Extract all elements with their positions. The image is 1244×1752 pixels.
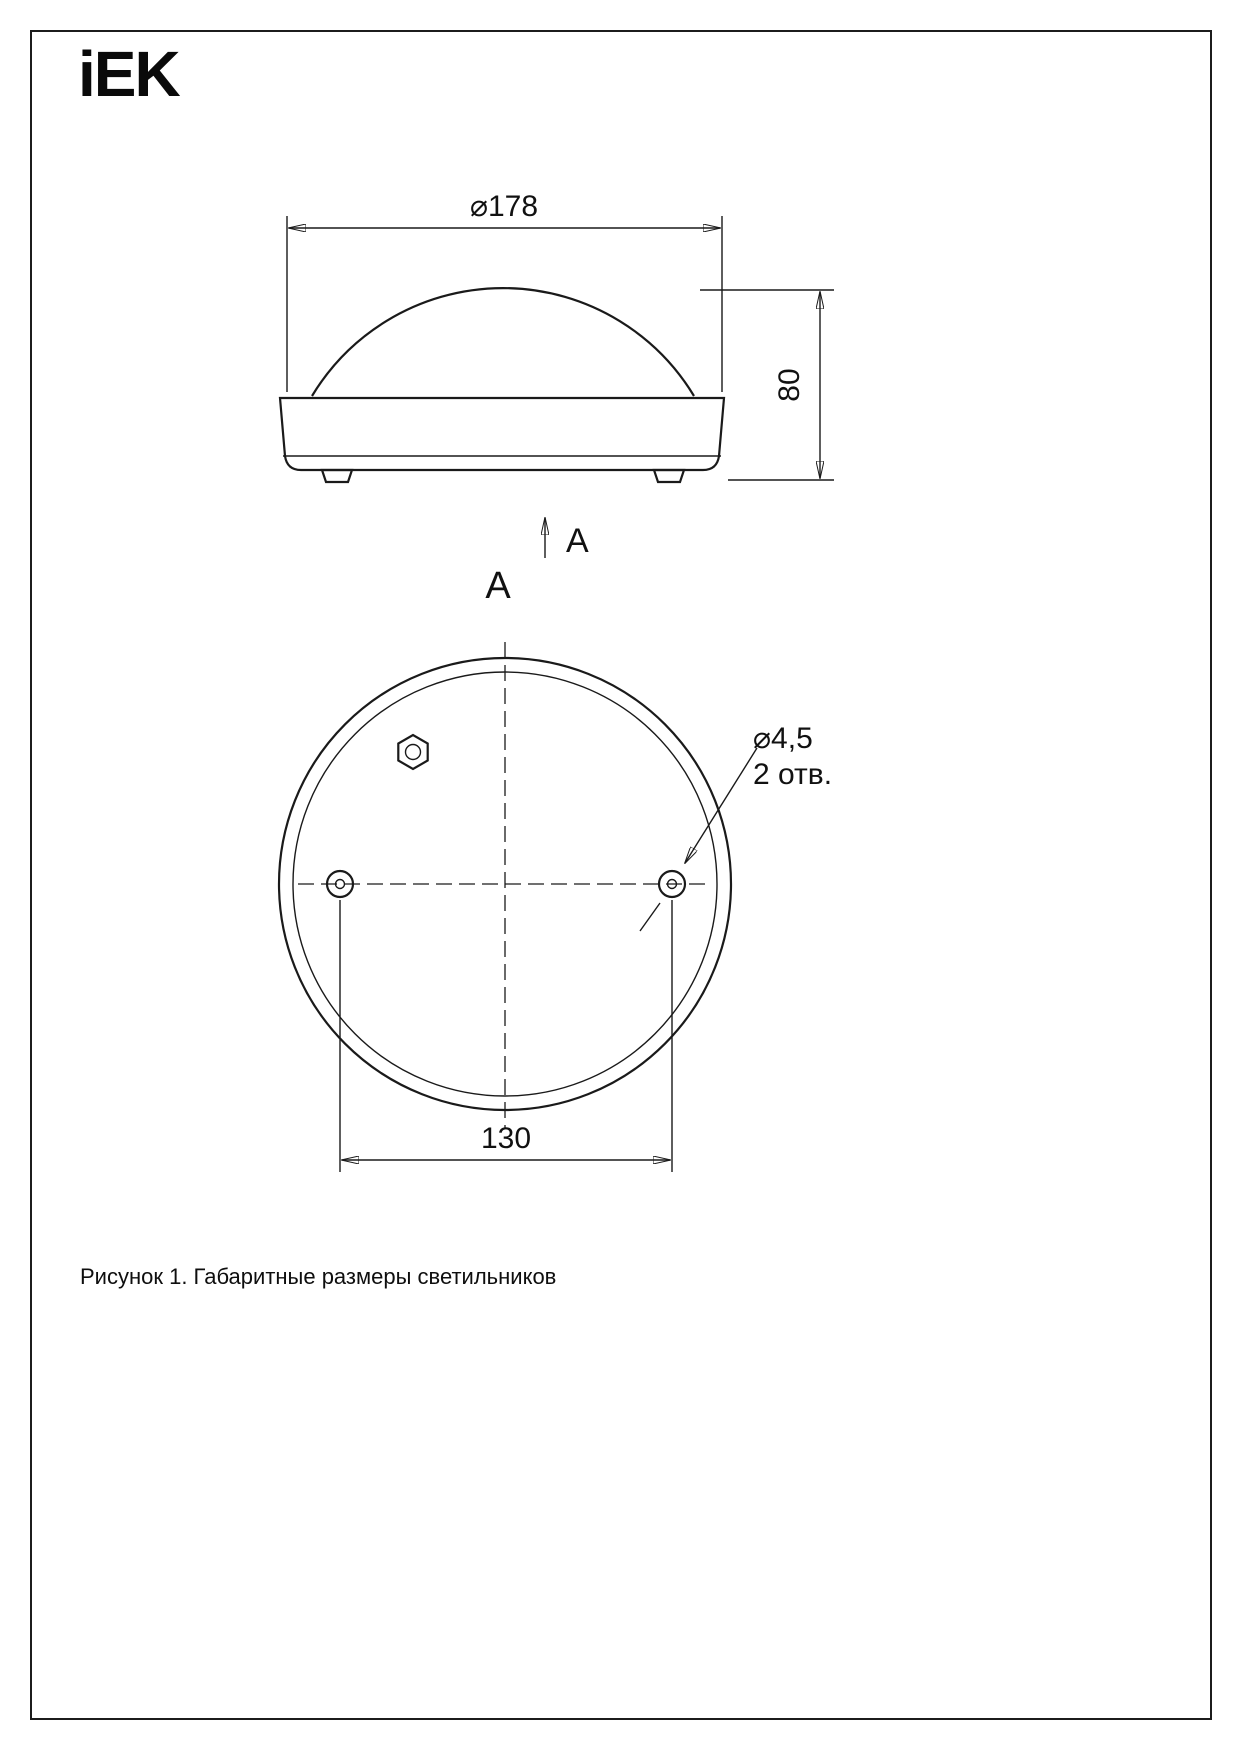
dimension-label-height: 80	[773, 368, 806, 402]
hole-diameter-label: ⌀4,5	[753, 722, 813, 755]
dimension-label-diameter: ⌀178	[469, 190, 539, 223]
lamp-dome-outline	[312, 288, 694, 396]
hole-count-label: 2 отв.	[753, 758, 833, 791]
lamp-foot-right	[654, 470, 684, 482]
bottom-view	[279, 565, 832, 1172]
hole-spacing-label: 130	[480, 1122, 532, 1155]
lamp-base-outline	[280, 398, 724, 470]
iek-logo: iEK	[78, 38, 179, 110]
side-view	[280, 190, 834, 560]
section-view-label: A	[485, 565, 511, 607]
hole-leader-line	[685, 748, 757, 863]
figure-caption: Рисунок 1. Габаритные размеры светильников	[80, 1264, 557, 1289]
cable-gland-hex-nut	[398, 735, 427, 769]
cable-gland-hole	[406, 745, 421, 760]
hole-leader-tail	[640, 903, 660, 931]
lamp-foot-left	[322, 470, 352, 482]
section-arrow-label: A	[566, 522, 589, 560]
